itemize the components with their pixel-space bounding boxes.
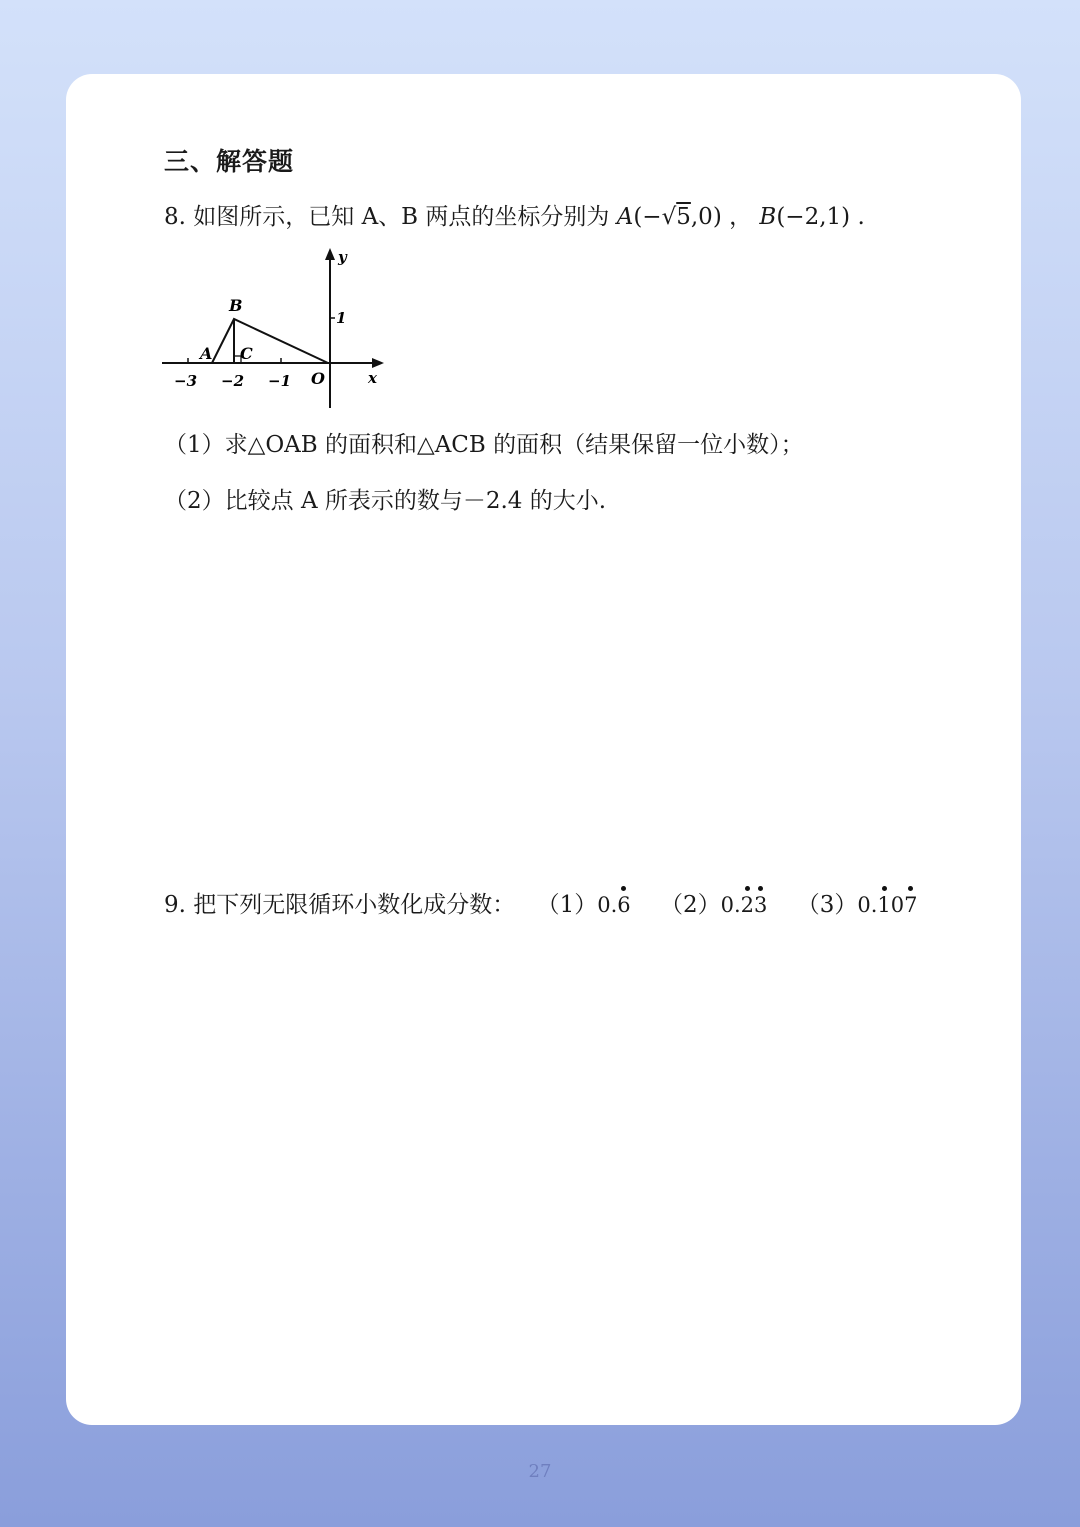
question-8-end: . <box>857 204 865 230</box>
q9-item-2: （2）0.23 <box>659 892 768 918</box>
label-origin: O <box>311 369 325 388</box>
worksheet-page <box>66 74 1021 1425</box>
tick-label-neg3: −3 <box>174 372 198 390</box>
x-axis-arrow <box>372 358 384 368</box>
label-c: C <box>240 344 253 363</box>
point-b-coords: B(−2,1) <box>759 204 851 230</box>
q9-item-3: （3）0.107 <box>796 892 918 918</box>
label-y: y <box>338 248 347 266</box>
label-a: A <box>200 344 213 363</box>
tick-label-neg1: −1 <box>268 372 292 390</box>
question-8-part-1: （1）求△OAB 的面积和△ACB 的面积（结果保留一位小数）； <box>164 432 804 458</box>
page-number: 27 <box>528 1461 552 1482</box>
q9-item-1: （1）0.6 <box>536 892 631 918</box>
question-8-part-2: （2）比较点 A 所表示的数与－2.4 的大小. <box>164 488 607 514</box>
tick-label-1: 1 <box>336 309 347 327</box>
point-a-coords: A(−√5,0) <box>616 204 722 230</box>
triangle-oab <box>212 319 328 363</box>
question-8-stem <box>164 198 865 231</box>
coordinate-figure <box>162 246 392 416</box>
label-x: x <box>368 369 377 387</box>
section-heading: 三、解答题 <box>164 147 295 176</box>
label-b: B <box>229 296 243 315</box>
y-axis-arrow <box>325 248 335 260</box>
question-9 <box>164 886 918 919</box>
question-8-prefix: 8. 如图所示，已知 A、B 两点的坐标分别为 <box>164 204 610 230</box>
coord-separator: ， <box>729 204 753 230</box>
question-9-prompt: 9. 把下列无限循环小数化成分数： <box>164 892 516 918</box>
tick-label-neg2: −2 <box>221 372 245 390</box>
